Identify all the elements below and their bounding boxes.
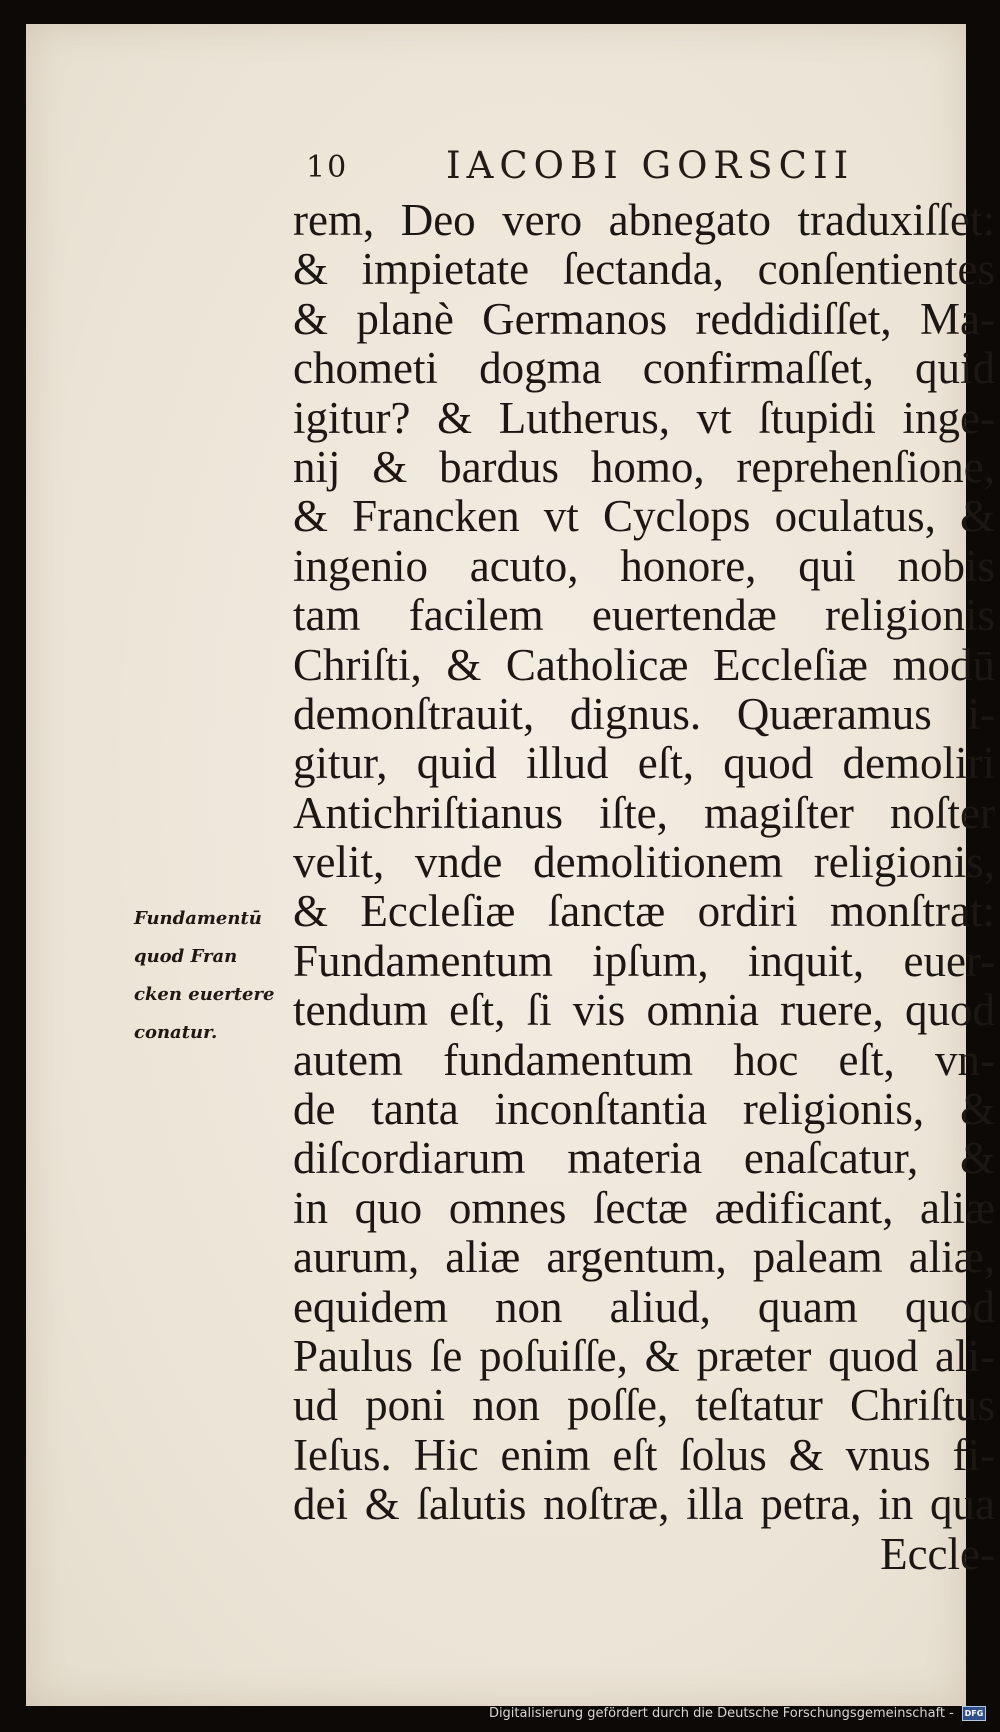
- page-header: [296, 144, 996, 194]
- text-line: diſcordiarum materia enaſcatur, &: [293, 1133, 995, 1184]
- text-line: equidem non aliud, quam quod: [293, 1281, 995, 1332]
- marginal-note: [134, 900, 294, 1052]
- text-line: & Eccleſiæ ſanctæ ordiri monſtrat:: [293, 886, 995, 937]
- text-line: & impietate ſectanda, conſentientes: [293, 244, 995, 295]
- text-line: chometi dogma confirmaſſet, quid: [293, 343, 995, 394]
- text-line: & planè Germanos reddidiſſet, Ma-: [293, 293, 995, 344]
- book-page: [26, 24, 995, 1706]
- running-head: IACOBI GORSCII: [446, 144, 855, 187]
- text-line: de tanta inconſtantia religionis, &: [293, 1084, 995, 1135]
- text-line: Ieſus. Hic enim eſt ſolus & vnus fi-: [293, 1429, 995, 1480]
- text-line: ingenio acuto, honore, qui nobis: [293, 540, 995, 591]
- marginal-note-line: conatur.: [134, 1022, 218, 1043]
- text-line: tam facilem euertendæ religionis: [293, 590, 995, 641]
- text-line: Fundamentum ipſum, inquit, euer-: [293, 935, 995, 986]
- text-line: & Francken vt Cyclops oculatus, &: [293, 491, 995, 542]
- text-line: in quo omnes ſectæ ædificant, aliæ: [293, 1182, 995, 1233]
- marginal-note-line: cken euertere: [134, 984, 275, 1005]
- credit-text: Digitalisierung gefördert durch die Deutsche Forschungsgemeinschaft -: [488, 1706, 954, 1721]
- text-line: Paulus ſe poſuiſſe, & præter quod ali-: [293, 1330, 995, 1381]
- text-line: ud poni non poſſe, teſtatur Chriſtus: [293, 1380, 995, 1431]
- page-number: 10: [306, 150, 349, 185]
- text-line: nij & bardus homo, reprehenſione,: [293, 441, 995, 492]
- text-line: dei & ſalutis noſtræ, illa petra, in qua: [293, 1479, 995, 1530]
- text-line: autem fundamentum hoc eſt, vn-: [293, 1034, 995, 1085]
- text-line: velit, vnde demolitionem religionis,: [293, 837, 995, 888]
- text-line: demonſtrauit, dignus. Quæramus i-: [293, 688, 995, 739]
- main-text-block: [293, 196, 995, 1579]
- text-line: tendum eſt, ſi vis omnia ruere, quod: [293, 985, 995, 1036]
- text-line: Chriſti, & Catholicæ Eccleſiæ modū: [293, 639, 995, 690]
- catchword: Eccle-: [880, 1528, 995, 1579]
- text-line: rem, Deo vero abnegato traduxiſſet:: [293, 195, 995, 245]
- text-line: aurum, aliæ argentum, paleam aliæ,: [293, 1232, 995, 1283]
- digitization-credit: [0, 1706, 986, 1724]
- marginal-note-line: quod Fran: [134, 946, 238, 967]
- marginal-note-line: Fundamentū: [134, 908, 262, 929]
- text-line: igitur? & Lutherus, vt ſtupidi inge-: [293, 392, 995, 443]
- text-line: Antichriſtianus iſte, magiſter noſter: [293, 787, 995, 838]
- dfg-logo-icon: DFG: [962, 1706, 986, 1721]
- text-line: gitur, quid illud eſt, quod demoliri: [293, 738, 995, 789]
